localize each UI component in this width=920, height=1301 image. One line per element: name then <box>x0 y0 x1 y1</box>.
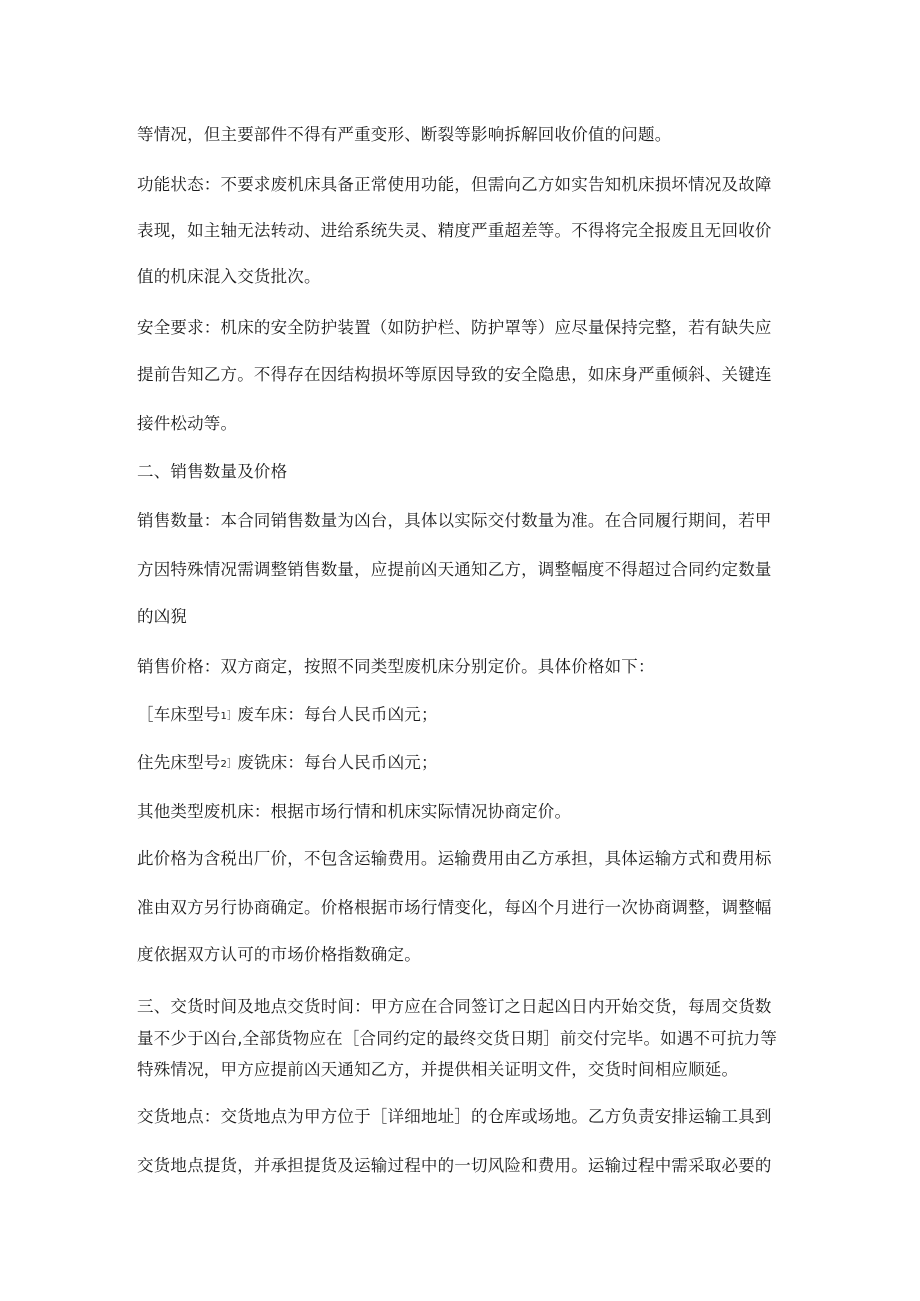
section-heading: 三、交货时间及地点交货时间：甲方应在合同签订之日起凶日内开始交货，每周交货数 <box>137 997 772 1016</box>
mill-rest: 废铣床：每台人民币凶元； <box>237 753 438 772</box>
lathe-sup: 1］ <box>220 711 238 722</box>
text-line: 提前告知乙方。不得存在因结构损坏等原因导致的安全隐患，如床身严重倾斜、关键连 <box>137 365 772 384</box>
text-line: 其他类型废机床：根据市场行情和机床实际情况协商定价。 <box>137 802 572 821</box>
text-line: 销售价格：双方商定，按照不同类型废机床分别定价。具体价格如下： <box>137 657 655 676</box>
section-heading: 二、销售数量及价格 <box>137 462 288 481</box>
price-item-mill <box>137 752 438 776</box>
text-line: 量不少于凶台,全部货物应在［合同约定的最终交货日期］前交付完毕。如遇不可抗力等 <box>137 1029 778 1048</box>
lathe-prefix: ［车床型号 <box>137 705 221 724</box>
text-line: 交货地点：交货地点为甲方位于［详细地址］的仓库或场地。乙方负责安排运输工具到 <box>137 1107 772 1126</box>
text-line: 交货地点提货，并承担提货及运输过程中的一切风险和费用。运输过程中需采取必要的 <box>137 1156 772 1175</box>
text-line: 安全要求：机床的安全防护装置（如防护栏、防护罩等）应尽量保持完整，若有缺失应 <box>137 318 772 337</box>
text-line: 的凶猊 <box>137 607 188 626</box>
mill-prefix: 住先床型号 <box>137 753 221 772</box>
mill-sup: 2］ <box>220 759 238 770</box>
text-line: 销售数量：本合同销售数量为凶台，具体以实际交付数量为准。在合同履行期间，若甲 <box>137 511 772 530</box>
lathe-rest: 废车床：每台人民币凶元； <box>237 705 438 724</box>
text-line: 功能状态：不要求废机床具备正常使用功能，但需向乙方如实告知机床损坏情况及故障 <box>137 175 772 194</box>
text-line: 接件松动等。 <box>137 414 238 433</box>
text-line: 度依据双方认可的市场价格指数确定。 <box>137 945 421 964</box>
text-line: 特殊情况，甲方应提前凶天通知乙方，并提供相关证明文件，交货时间相应顺延。 <box>137 1060 739 1079</box>
text-line: 值的机床混入交货批次。 <box>137 267 321 286</box>
text-line: 表现，如主轴无法转动、进给系统失灵、精度严重超差等。不得将完全报废且无回收价 <box>137 221 772 240</box>
price-item-lathe <box>137 704 438 728</box>
text-line: 方因特殊情况需调整销售数量，应提前凶天通知乙方，调整幅度不得超过合同约定数量 <box>137 560 772 579</box>
text-line: 准由双方另行协商确定。价格根据市场行情变化，每凶个月进行一次协商调整，调整幅 <box>137 898 772 917</box>
text-line: 等情况，但主要部件不得有严重变形、断裂等影响拆解回收价值的问题。 <box>137 125 672 144</box>
text-line: 此价格为含税出厂价，不包含运输费用。运输费用由乙方承担，具体运输方式和费用标 <box>137 849 772 868</box>
